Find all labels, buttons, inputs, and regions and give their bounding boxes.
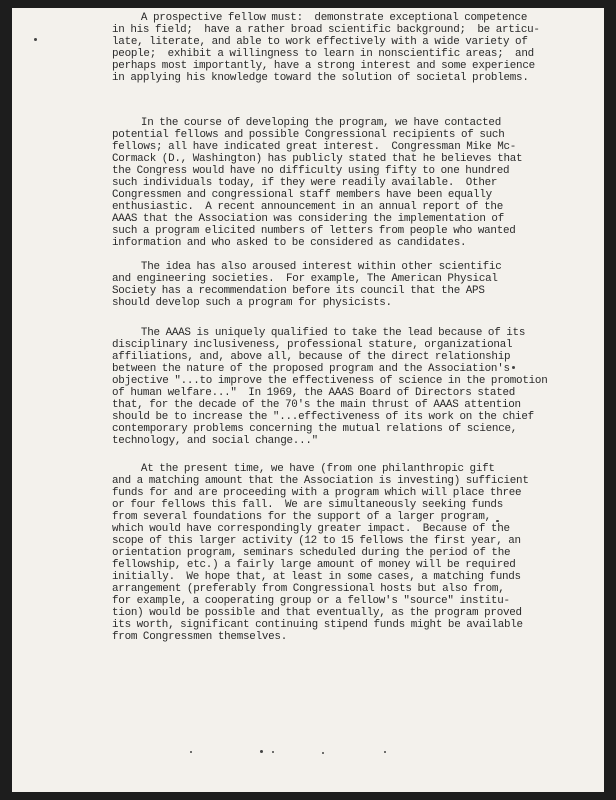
text-line: affiliations, and, above all, because of the direct relationship — [112, 351, 511, 363]
text-line: of human welfare..." In 1969, the AAAS Board of Directors stated — [112, 387, 516, 399]
text-line: Cormack (D., Washington) has publicly stated that he believes that — [112, 153, 523, 165]
text-line: A prospective fellow must: demonstrate exceptional competence — [112, 12, 528, 24]
text-line: which would have correspondingly greater impact. Because of the — [112, 523, 510, 535]
scan-speck — [496, 520, 499, 522]
text-line: information and who asked to be considered as candidates. — [112, 237, 467, 249]
scan-speck — [190, 751, 192, 753]
text-line: fellows; all have indicated great interest. Congressman Mike Mc- — [112, 141, 517, 153]
scan-speck — [322, 752, 324, 754]
text-line: At the present time, we have (from one philanthropic gift — [112, 463, 495, 475]
paragraph-interest — [112, 117, 552, 249]
scan-speck — [260, 750, 263, 753]
text-line: initially. We hope that, at least in some cases, a matching funds — [112, 571, 521, 583]
text-line: orientation program, seminars scheduled during the period of the — [112, 547, 511, 559]
text-line: and a matching amount that the Association is investing) sufficient — [112, 475, 529, 487]
text-line: contemporary problems concerning the mutual relations of science, — [112, 423, 518, 435]
text-line: should develop such a program for physicists. — [112, 297, 392, 309]
document-page — [12, 8, 604, 792]
scan-speck — [512, 366, 515, 369]
scan-speck — [34, 38, 37, 41]
text-line: enthusiastic. A recent announcement in an annual report of the — [112, 201, 503, 213]
text-line: for example, a cooperating group or a fellow's "source" institu- — [112, 595, 510, 607]
text-line: tion) would be possible and that eventually, as the program proved — [112, 607, 522, 619]
text-line: and engineering societies. For example, The American Physical — [112, 273, 498, 285]
text-line: potential fellows and possible Congressional recipients of such — [112, 129, 505, 141]
text-line: or four fellows this fall. We are simultaneously seeking funds — [112, 499, 503, 511]
text-line: scope of this larger activity (12 to 15 fellows the first year, an — [112, 535, 521, 547]
text-line: such individuals today, if they were readily available. Other — [112, 177, 498, 189]
text-line: from Congressmen themselves. — [112, 631, 287, 643]
text-line: disciplinary inclusiveness, professional stature, organizational — [112, 339, 513, 351]
text-line: the Congress would have no difficulty using fifty to one hundred — [112, 165, 510, 177]
text-line: objective "...to improve the effectiveness of science in the promotion — [112, 375, 548, 387]
text-line: Society has a recommendation before its council that the APS — [112, 285, 485, 297]
text-line: that, for the decade of the 70's the main thrust of AAAS attention — [112, 399, 521, 411]
text-line: late, literate, and able to work effectively with a wide variety of — [112, 36, 528, 48]
scan-speck — [384, 751, 386, 753]
text-line: from several foundations for the support of a larger program, — [112, 511, 491, 523]
text-line: funds for and are proceeding with a program which will place three — [112, 487, 522, 499]
paragraph-funding — [112, 463, 552, 643]
text-line: The AAAS is uniquely qualified to take the lead because of its — [112, 327, 526, 339]
text-line: technology, and social change..." — [112, 435, 318, 447]
text-line: such a program elicited numbers of letters from people who wanted — [112, 225, 516, 237]
text-line: fellowship, etc.) a fairly large amount of money will be required — [112, 559, 516, 571]
paragraph-aaas-qualified — [112, 327, 552, 447]
text-line: In the course of developing the program, we have contacted — [112, 117, 501, 129]
text-line: The idea has also aroused interest within other scientific — [112, 261, 502, 273]
text-line: Congressmen and congressional staff members have been equally — [112, 189, 492, 201]
text-line: in applying his knowledge toward the solution of societal problems. — [112, 72, 529, 84]
text-line: perhaps most importantly, have a strong interest and some experience — [112, 60, 535, 72]
text-line: its worth, significant continuing stipend funds might be available — [112, 619, 523, 631]
paragraph-qualifications — [112, 12, 552, 84]
scan-speck — [272, 751, 274, 753]
text-line: between the nature of the proposed program and the Association's — [112, 363, 510, 375]
text-line: should be to increase the "...effectiveness of its work on the chief — [112, 411, 534, 423]
text-line: arrangement (preferably from Congressional hosts but also from, — [112, 583, 505, 595]
text-line: AAAS that the Association was considering the implementation of — [112, 213, 504, 225]
paragraph-other-societies — [112, 261, 552, 309]
text-line: people; exhibit a willingness to learn in nonscientific areas; and — [112, 48, 534, 60]
text-line: in his field; have a rather broad scientific background; be articu- — [112, 24, 540, 36]
